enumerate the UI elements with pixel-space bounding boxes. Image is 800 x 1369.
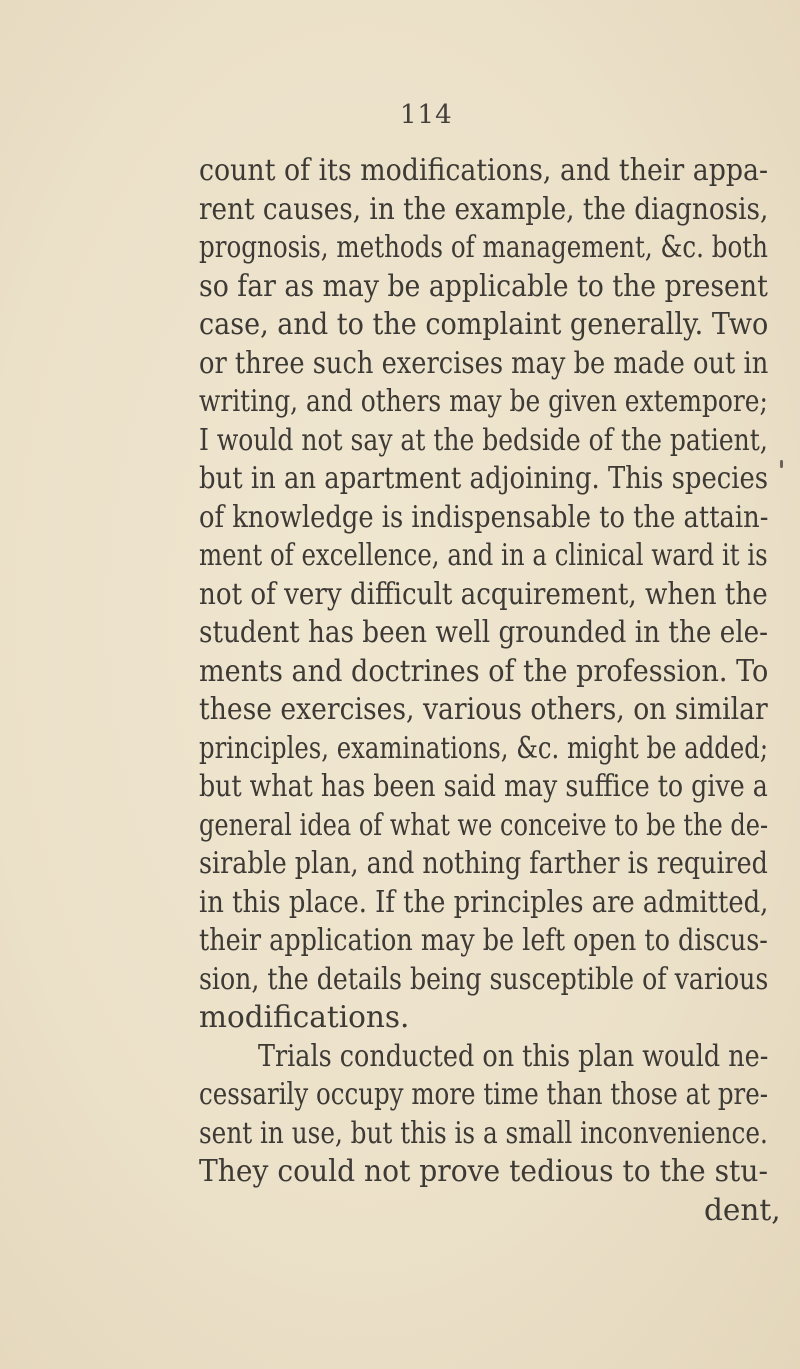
text-line: rent causes, in the example, the diagnosis, [199, 192, 769, 226]
page-number: 114 [400, 100, 453, 130]
text-line: general idea of what we conceive to be the de- [199, 808, 769, 842]
text-line: but what has been said may suffice to give a [199, 769, 768, 803]
text-line: or three such exercises may be made out in [199, 346, 769, 380]
text-line: not of very difficult acquirement, when the [199, 577, 768, 611]
text-line: so far as may be applicable to the present [199, 269, 768, 303]
text-line: in this place. If the principles are admitted, [199, 885, 769, 919]
text-line: writing, and others may be given extempore; [199, 384, 768, 418]
text-line: these exercises, various others, on similar [199, 692, 768, 726]
text-line: count of its modifications, and their appa- [199, 153, 769, 187]
text-line: their application may be left open to discus- [199, 923, 768, 957]
text-line: but in an apartment adjoining. This species [199, 461, 769, 495]
text-line: of knowledge is indispensable to the attain- [199, 500, 769, 534]
ink-speck [780, 460, 783, 468]
text-line: sent in use, but this is a small inconvenience. [199, 1116, 768, 1150]
text-line: Trials conducted on this plan would ne- [258, 1039, 769, 1073]
text-line: dent, [704, 1193, 781, 1227]
text-line: modifications. [199, 1000, 410, 1034]
text-line: ments and doctrines of the profession. To [199, 654, 769, 688]
text-line: principles, examinations, &c. might be added; [199, 731, 769, 765]
text-line: cessarily occupy more time than those at pre- [199, 1077, 769, 1111]
text-line: case, and to the complaint generally. Two [199, 307, 769, 341]
text-line: student has been well grounded in the ele- [199, 615, 768, 649]
text-line: sion, the details being susceptible of various [199, 962, 769, 996]
text-line: ment of excellence, and in a clinical ward it is [199, 538, 768, 572]
text-line: I would not say at the bedside of the patient, [199, 423, 768, 457]
text-line: sirable plan, and nothing farther is required [199, 846, 768, 880]
text-line: They could not prove tedious to the stu- [199, 1154, 768, 1188]
text-line: prognosis, methods of management, &c. both [199, 230, 768, 264]
